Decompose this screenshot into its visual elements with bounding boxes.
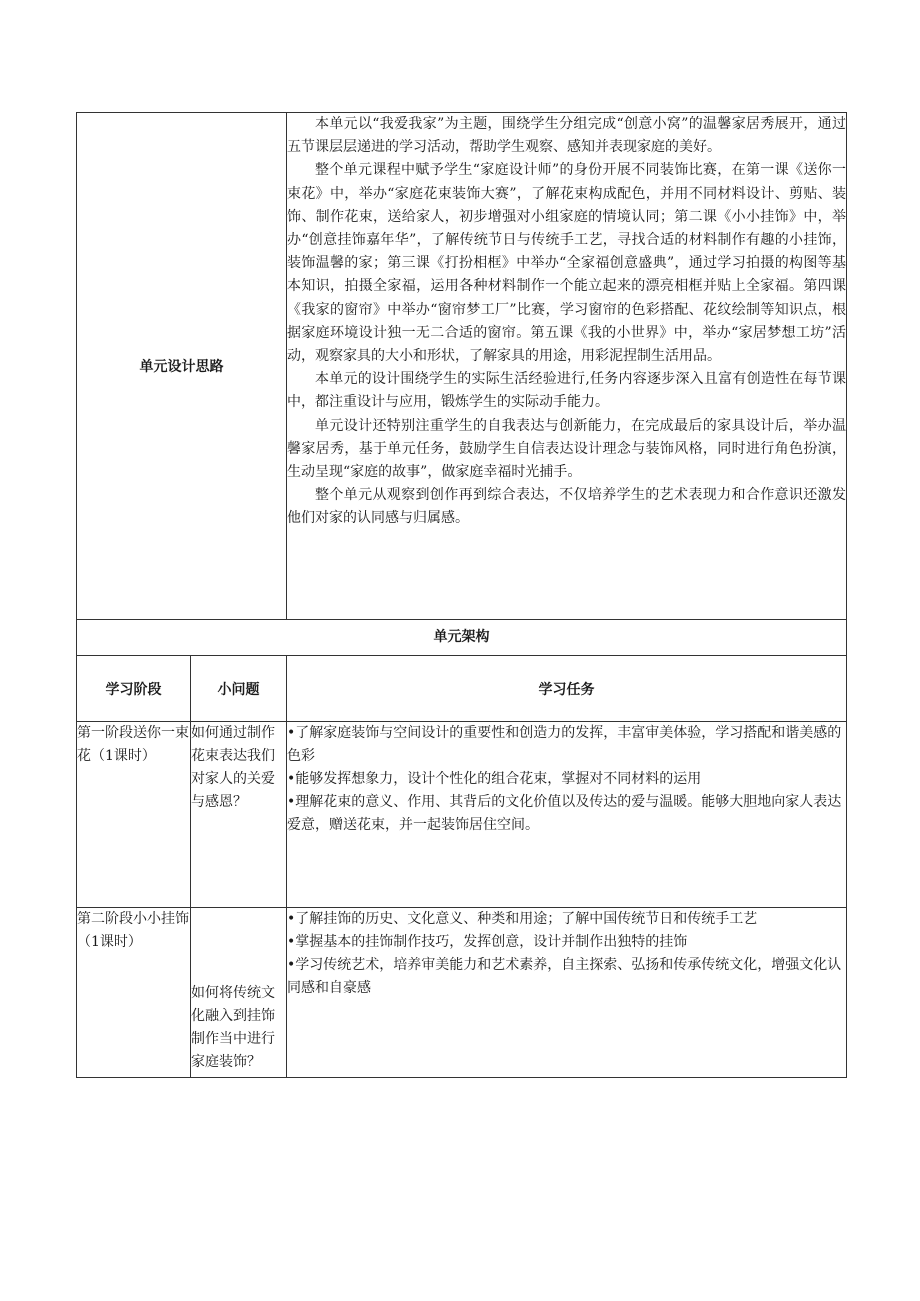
header-question: 小问题 [191,656,287,722]
thinking-paragraph: 整个单元课程中赋予学生“家庭设计师”的身份开展不同装饰比赛，在第一课《送你一束花》中，举办“家庭花束装饰大赛”，了解花束构成配色，并用不同材料设计、剪贴、装饰、制作花束，送给家人，初步增强对小组家庭的情境认同；第二课《小小挂饰》中，举办“创意挂饰嘉年华”，了解传统节日与传统手工艺，寻找合适的材料制作有趣的小挂饰，装饰温馨的家；第三课《打扮相框》中举办“全家福创意盛典”，通过学习拍摄的构图等基本知识，拍摄全家福，运用各种材料制作一个能立起来的漂亮相框并贴上全家福。第四课《我家的窗帘》中举办“窗帘梦工厂”比赛，学习窗帘的色彩搭配、花纹绘制等知识点，根据家庭环境设计独一无二合适的窗帘。第五课《我的小世界》中，举办“家居梦想工坊”活动，观察家具的大小和形状，了解家具的用途，用彩泥捏制生活用品。 [287,162,846,365]
unit-thinking-label: 单元设计思路 [139,359,224,375]
table-row [77,722,847,908]
stage-cell: 第二阶段小小挂饰（1课时） [77,908,191,1078]
task-item: •了解挂饰的历史、文化意义、种类和用途；了解中国传统节日和传统手工艺 [287,911,758,927]
table-row [77,908,847,1078]
thinking-paragraph: 本单元以“我爱我家”为主题，围绕学生分组完成“创意小窝”的温馨家居秀展开，通过五节课层层递进的学习活动，帮助学生观察、感知并表现家庭的美好。 [287,116,846,156]
framework-header-row [77,656,847,722]
stage-cell: 第一阶段送你一束花（1课时） [77,722,191,908]
thinking-paragraph: 本单元的设计围绕学生的实际生活经验进行,任务内容逐步深入且富有创造性在每节课中，都注重设计与应用，锻炼学生的实际动手能力。 [287,371,846,411]
question-cell: 如何通过制作花束表达我们对家人的关爱与感恩？ [191,722,287,908]
unit-thinking-body [287,113,847,620]
task-cell [287,722,847,908]
question-cell: 如何将传统文化融入到挂饰制作当中进行家庭装饰？ [191,908,287,1078]
unit-thinking-label-cell [77,113,287,620]
task-item: •能够发挥想象力，设计个性化的组合花束，掌握对不同材料的运用 [287,771,702,787]
task-item: •掌握基本的挂饰制作技巧，发挥创意，设计并制作出独特的挂饰 [287,934,688,950]
task-item: •理解花束的意义、作用、其背后的文化价值以及传达的爱与温暖。能够大胆地向家人表达爱意，赠送花束，并一起装饰居住空间。 [287,794,842,833]
framework-title-row [77,620,847,656]
thinking-paragraph: 单元设计还特别注重学生的自我表达与创新能力，在完成最后的家具设计后，举办温馨家居秀，基于单元任务，鼓励学生自信表达设计理念与装饰风格，同时进行角色扮演，生动呈现“家庭的故事”，做家庭幸福时光捕手。 [287,417,846,481]
header-stage: 学习阶段 [77,656,191,722]
thinking-paragraph: 整个单元从观察到创作再到综合表达，不仅培养学生的艺术表现力和合作意识还激发他们对家的认同感与归属感。 [287,487,846,527]
framework-title: 单元架构 [77,620,847,656]
task-cell [287,908,847,1078]
task-item: •学习传统艺术，培养审美能力和艺术素养，自主探索、弘扬和传承传统文化，增强文化认同感和自豪感 [287,957,842,996]
unit-thinking-row [77,113,847,620]
task-item: •了解家庭装饰与空间设计的重要性和创造力的发挥，丰富审美体验，学习搭配和谐美感的色彩 [287,725,842,764]
header-tasks: 学习任务 [287,656,847,722]
unit-plan-table [76,112,847,1078]
